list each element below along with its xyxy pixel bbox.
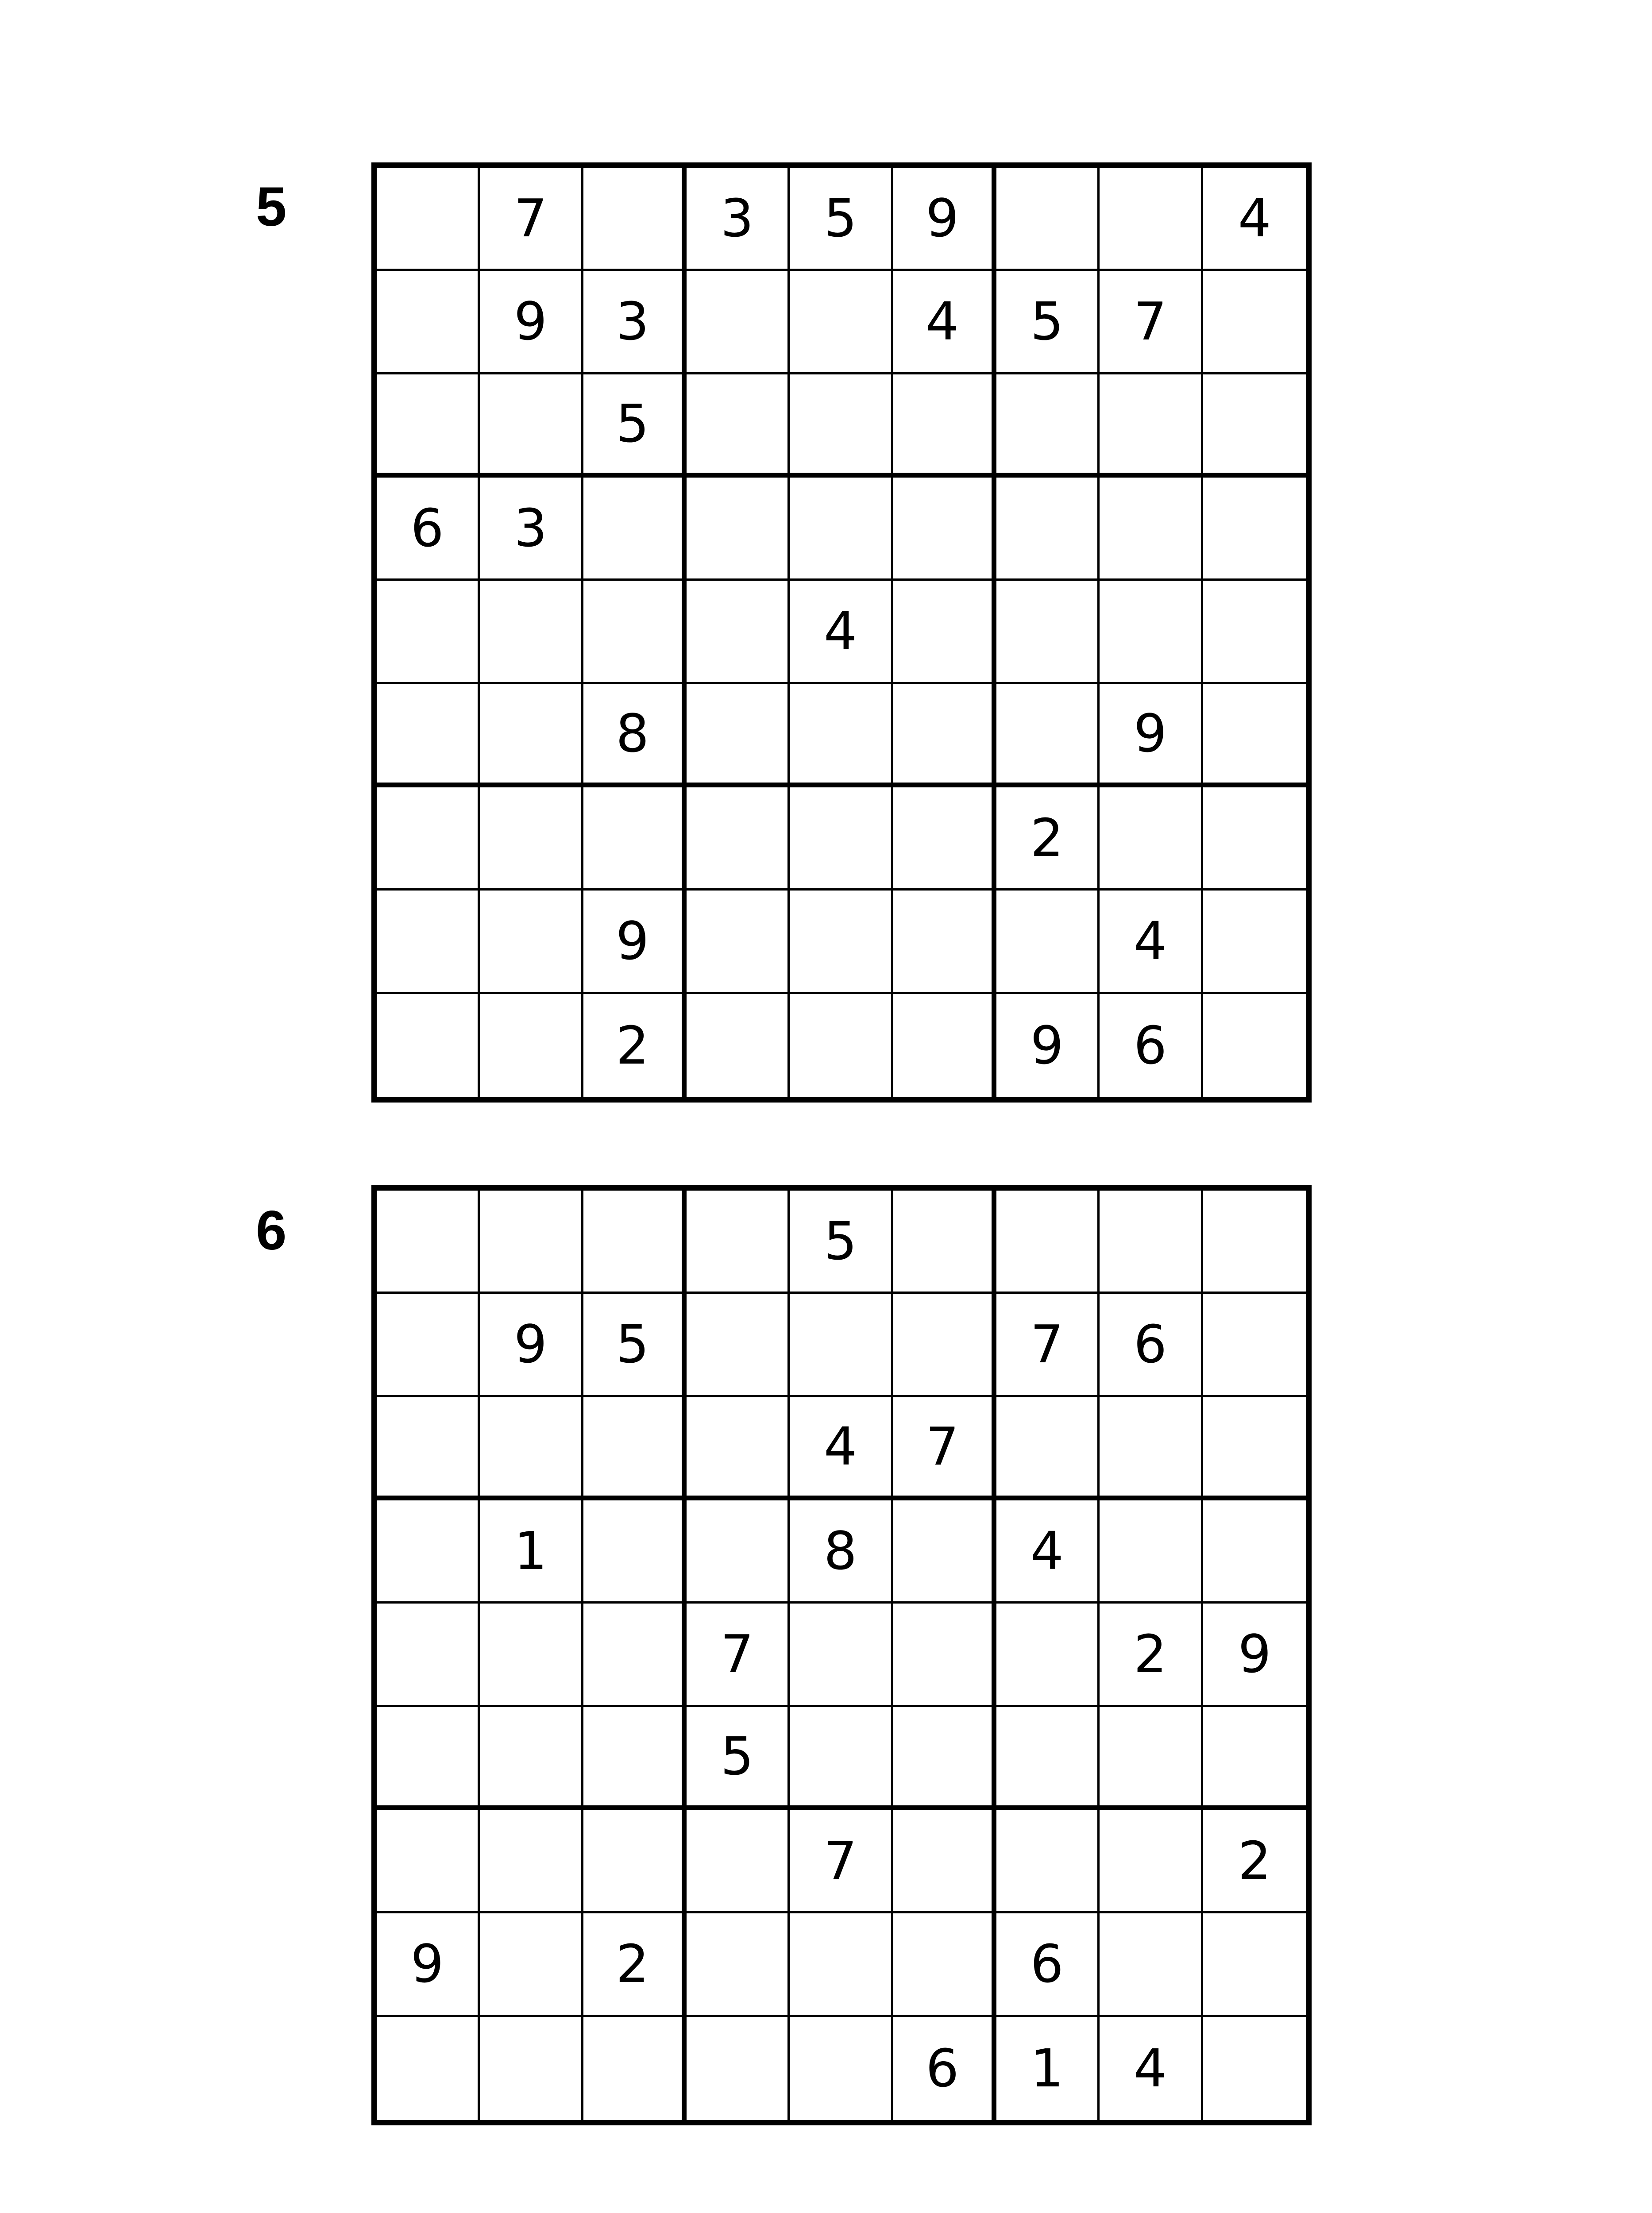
- given-cell: 5: [790, 168, 893, 271]
- empty-cell[interactable]: [377, 891, 480, 994]
- empty-cell[interactable]: [377, 2017, 480, 2120]
- empty-cell[interactable]: [996, 1397, 1100, 1500]
- empty-cell[interactable]: [583, 1604, 687, 1707]
- empty-cell[interactable]: [377, 1604, 480, 1707]
- empty-cell[interactable]: [480, 2017, 583, 2120]
- empty-cell[interactable]: [687, 787, 790, 891]
- given-cell: 4: [1100, 891, 1203, 994]
- empty-cell[interactable]: [1203, 1294, 1306, 1397]
- empty-cell[interactable]: [790, 1604, 893, 1707]
- empty-cell[interactable]: [480, 787, 583, 891]
- empty-cell[interactable]: [1100, 1913, 1203, 2016]
- empty-cell[interactable]: [480, 1913, 583, 2016]
- empty-cell[interactable]: [687, 1191, 790, 1294]
- empty-cell[interactable]: [790, 994, 893, 1097]
- given-cell: 4: [1203, 168, 1306, 271]
- empty-cell[interactable]: [893, 787, 996, 891]
- empty-cell[interactable]: [996, 1707, 1100, 1810]
- empty-cell[interactable]: [893, 1191, 996, 1294]
- given-cell: 7: [893, 1397, 996, 1500]
- given-cell: 1: [480, 1500, 583, 1604]
- empty-cell[interactable]: [583, 478, 687, 581]
- empty-cell[interactable]: [1203, 2017, 1306, 2120]
- empty-cell[interactable]: [480, 1604, 583, 1707]
- empty-cell[interactable]: [687, 891, 790, 994]
- given-cell: 5: [687, 1707, 790, 1810]
- empty-cell[interactable]: [480, 1191, 583, 1294]
- empty-cell[interactable]: [377, 1500, 480, 1604]
- empty-cell[interactable]: [687, 1913, 790, 2016]
- empty-cell[interactable]: [1100, 1191, 1203, 1294]
- empty-cell[interactable]: [377, 1397, 480, 1500]
- given-cell: 4: [790, 581, 893, 684]
- empty-cell[interactable]: [1203, 271, 1306, 374]
- given-cell: 2: [1203, 1810, 1306, 1913]
- empty-cell[interactable]: [996, 374, 1100, 478]
- given-cell: 9: [480, 271, 583, 374]
- given-cell: 7: [790, 1810, 893, 1913]
- given-cell: 9: [480, 1294, 583, 1397]
- given-cell: 6: [893, 2017, 996, 2120]
- empty-cell[interactable]: [790, 374, 893, 478]
- given-cell: 2: [583, 994, 687, 1097]
- empty-cell[interactable]: [996, 1810, 1100, 1913]
- empty-cell[interactable]: [1203, 478, 1306, 581]
- given-cell: 1: [996, 2017, 1100, 2120]
- empty-cell[interactable]: [893, 1913, 996, 2016]
- empty-cell[interactable]: [377, 374, 480, 478]
- empty-cell[interactable]: [1203, 1913, 1306, 2016]
- given-cell: 3: [480, 478, 583, 581]
- given-cell: 5: [790, 1191, 893, 1294]
- given-cell: 6: [1100, 1294, 1203, 1397]
- empty-cell[interactable]: [893, 478, 996, 581]
- empty-cell[interactable]: [893, 684, 996, 787]
- given-cell: 6: [1100, 994, 1203, 1097]
- given-cell: 7: [480, 168, 583, 271]
- empty-cell[interactable]: [687, 994, 790, 1097]
- empty-cell[interactable]: [480, 374, 583, 478]
- empty-cell[interactable]: [583, 581, 687, 684]
- empty-cell[interactable]: [893, 1500, 996, 1604]
- empty-cell[interactable]: [583, 1810, 687, 1913]
- empty-cell[interactable]: [377, 1294, 480, 1397]
- empty-cell[interactable]: [893, 374, 996, 478]
- empty-cell[interactable]: [893, 1604, 996, 1707]
- empty-cell[interactable]: [1100, 1707, 1203, 1810]
- empty-cell[interactable]: [687, 1397, 790, 1500]
- given-cell: 7: [1100, 271, 1203, 374]
- given-cell: 4: [893, 271, 996, 374]
- empty-cell[interactable]: [377, 581, 480, 684]
- given-cell: 9: [996, 994, 1100, 1097]
- empty-cell[interactable]: [1100, 168, 1203, 271]
- empty-cell[interactable]: [377, 271, 480, 374]
- empty-cell[interactable]: [1203, 787, 1306, 891]
- empty-cell[interactable]: [480, 684, 583, 787]
- empty-cell[interactable]: [377, 1810, 480, 1913]
- empty-cell[interactable]: [1203, 1500, 1306, 1604]
- sudoku-board-6: [371, 1185, 1312, 2125]
- given-cell: 4: [790, 1397, 893, 1500]
- puzzle-number-5: 5: [256, 176, 287, 238]
- empty-cell[interactable]: [893, 1707, 996, 1810]
- empty-cell[interactable]: [893, 1810, 996, 1913]
- empty-cell[interactable]: [377, 168, 480, 271]
- empty-cell[interactable]: [996, 478, 1100, 581]
- given-cell: 3: [687, 168, 790, 271]
- empty-cell[interactable]: [893, 891, 996, 994]
- empty-cell[interactable]: [480, 1397, 583, 1500]
- given-cell: 2: [583, 1913, 687, 2016]
- given-cell: 7: [996, 1294, 1100, 1397]
- given-cell: 7: [687, 1604, 790, 1707]
- empty-cell[interactable]: [377, 1191, 480, 1294]
- empty-cell[interactable]: [583, 2017, 687, 2120]
- empty-cell[interactable]: [480, 581, 583, 684]
- given-cell: 2: [996, 787, 1100, 891]
- given-cell: 9: [377, 1913, 480, 2016]
- empty-cell[interactable]: [1203, 684, 1306, 787]
- empty-cell[interactable]: [1100, 581, 1203, 684]
- empty-cell[interactable]: [790, 478, 893, 581]
- empty-cell[interactable]: [377, 787, 480, 891]
- empty-cell[interactable]: [1100, 478, 1203, 581]
- empty-cell[interactable]: [790, 271, 893, 374]
- empty-cell[interactable]: [790, 1707, 893, 1810]
- empty-cell[interactable]: [687, 581, 790, 684]
- empty-cell[interactable]: [790, 1294, 893, 1397]
- empty-cell[interactable]: [377, 994, 480, 1097]
- empty-cell[interactable]: [790, 1913, 893, 2016]
- empty-cell[interactable]: [1203, 994, 1306, 1097]
- given-cell: 4: [1100, 2017, 1203, 2120]
- empty-cell[interactable]: [893, 581, 996, 684]
- empty-cell[interactable]: [996, 684, 1100, 787]
- empty-cell[interactable]: [1203, 374, 1306, 478]
- sudoku-board-5: [371, 162, 1312, 1103]
- given-cell: 5: [583, 1294, 687, 1397]
- given-cell: 4: [996, 1500, 1100, 1604]
- empty-cell[interactable]: [377, 684, 480, 787]
- puzzle-number-6: 6: [256, 1200, 287, 1261]
- empty-cell[interactable]: [687, 478, 790, 581]
- given-cell: 8: [790, 1500, 893, 1604]
- empty-cell[interactable]: [1100, 1810, 1203, 1913]
- empty-cell[interactable]: [1100, 787, 1203, 891]
- empty-cell[interactable]: [790, 891, 893, 994]
- empty-cell[interactable]: [687, 1294, 790, 1397]
- empty-cell[interactable]: [790, 684, 893, 787]
- given-cell: 6: [996, 1913, 1100, 2016]
- empty-cell[interactable]: [790, 787, 893, 891]
- given-cell: 9: [893, 168, 996, 271]
- empty-cell[interactable]: [790, 2017, 893, 2120]
- given-cell: 6: [377, 478, 480, 581]
- empty-cell[interactable]: [687, 1810, 790, 1913]
- empty-cell[interactable]: [480, 1707, 583, 1810]
- empty-cell[interactable]: [377, 1707, 480, 1810]
- empty-cell[interactable]: [996, 1191, 1100, 1294]
- empty-cell[interactable]: [1100, 1500, 1203, 1604]
- empty-cell[interactable]: [1203, 1397, 1306, 1500]
- given-cell: 5: [996, 271, 1100, 374]
- empty-cell[interactable]: [480, 1810, 583, 1913]
- empty-cell[interactable]: [893, 1294, 996, 1397]
- given-cell: 9: [583, 891, 687, 994]
- empty-cell[interactable]: [583, 1500, 687, 1604]
- given-cell: 3: [583, 271, 687, 374]
- given-cell: 9: [1100, 684, 1203, 787]
- empty-cell[interactable]: [687, 1500, 790, 1604]
- empty-cell[interactable]: [687, 271, 790, 374]
- empty-cell[interactable]: [687, 2017, 790, 2120]
- empty-cell[interactable]: [583, 1191, 687, 1294]
- empty-cell[interactable]: [996, 581, 1100, 684]
- given-cell: 2: [1100, 1604, 1203, 1707]
- empty-cell[interactable]: [480, 994, 583, 1097]
- empty-cell[interactable]: [893, 994, 996, 1097]
- given-cell: 5: [583, 374, 687, 478]
- empty-cell[interactable]: [1203, 1707, 1306, 1810]
- empty-cell[interactable]: [583, 1397, 687, 1500]
- empty-cell[interactable]: [996, 891, 1100, 994]
- empty-cell[interactable]: [480, 891, 583, 994]
- empty-cell[interactable]: [1100, 1397, 1203, 1500]
- empty-cell[interactable]: [1203, 891, 1306, 994]
- empty-cell[interactable]: [1203, 581, 1306, 684]
- empty-cell[interactable]: [583, 1707, 687, 1810]
- empty-cell[interactable]: [1203, 1191, 1306, 1294]
- given-cell: 8: [583, 684, 687, 787]
- empty-cell[interactable]: [583, 168, 687, 271]
- empty-cell[interactable]: [583, 787, 687, 891]
- empty-cell[interactable]: [1100, 374, 1203, 478]
- empty-cell[interactable]: [687, 374, 790, 478]
- given-cell: 9: [1203, 1604, 1306, 1707]
- empty-cell[interactable]: [687, 684, 790, 787]
- empty-cell[interactable]: [996, 1604, 1100, 1707]
- empty-cell[interactable]: [996, 168, 1100, 271]
